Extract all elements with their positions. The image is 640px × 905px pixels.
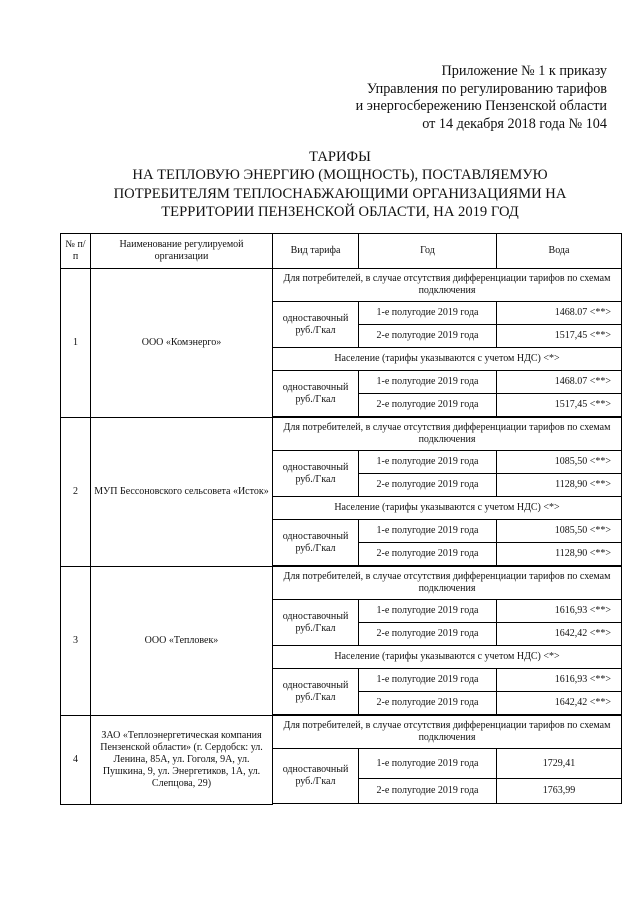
org-name: МУП Бессоновского сельсовета «Исток» [91,418,273,567]
tariff-type: одноставочный руб./Гкал [273,749,359,804]
tariff-type: одноставочный руб./Гкал [273,302,359,348]
table-row [61,418,622,451]
period-cell: 2-е полугодие 2019 года [359,692,497,715]
header-line-3: и энергосбережению Пензенской области [355,98,607,115]
header-line-1: Приложение № 1 к приказу [441,63,607,79]
header-line-4: от 14 декабря 2018 года № 104 [422,115,607,132]
period-cell: 2-е полугодие 2019 года [359,474,497,497]
header-org: Наименование регулируемой организации [91,234,273,269]
period-cell: 2-е полугодие 2019 года [359,394,497,417]
order-reference [356,63,607,133]
row-num: 2 [61,418,91,567]
consumers-label: Для потребителей, в случае отсутствия дифференциации тарифов по схемам подключения [273,269,622,302]
period-cell: 1-е полугодие 2019 года [359,749,497,779]
period-cell: 1-е полугодие 2019 года [359,451,497,474]
population-label: Население (тарифы указываются с учетом НДС) <*> [273,646,622,669]
title-line-1: ТАРИФЫ [309,149,371,165]
water-value: 1763,99 [497,779,622,804]
water-value: 1517,45 <**> [497,325,622,348]
period-cell: 1-е полугодие 2019 года [359,669,497,692]
water-value: 1517,45 <**> [497,394,622,417]
period-cell: 2-е полугодие 2019 года [359,779,497,804]
tariff-type: одноставочный руб./Гкал [273,669,359,715]
population-label: Население (тарифы указываются с учетом НДС) <*> [273,348,622,371]
table-row [61,269,622,302]
period-cell: 1-е полугодие 2019 года [359,302,497,325]
tariff-type: одноставочный руб./Гкал [273,520,359,566]
org-name: ЗАО «Теплоэнергетическая компания Пензенской области» (г. Сердобск: ул. Ленина, 85А, ул. Гоголя, 9А, ул. Пушкина, 9, ул. Энергетиков, 1А, ул. Слепцова, 29) [91,716,273,805]
header-line-2: Управления по регулированию тарифов [366,80,607,97]
org-name: ООО «Комэнерго» [91,269,273,418]
row-num: 1 [61,269,91,418]
tariff-table [60,233,622,805]
header-num: № п/п [61,234,91,269]
water-value: 1616,93 <**> [497,600,622,623]
header-type: Вид тарифа [273,234,359,269]
period-cell: 1-е полугодие 2019 года [359,371,497,394]
population-label: Население (тарифы указываются с учетом НДС) <*> [273,497,622,520]
consumers-label: Для потребителей, в случае отсутствия дифференциации тарифов по схемам подключения [273,716,622,749]
table-row [61,716,622,749]
tariff-type: одноставочный руб./Гкал [273,451,359,497]
tariff-type: одноставочный руб./Гкал [273,371,359,417]
water-value: 1729,41 [497,749,622,779]
water-value: 1642,42 <**> [497,623,622,646]
consumers-label: Для потребителей, в случае отсутствия дифференциации тарифов по схемам подключения [273,567,622,600]
title-line-2: НА ТЕПЛОВУЮ ЭНЕРГИЮ (МОЩНОСТЬ), ПОСТАВЛЯЕМУЮ [132,167,548,184]
title-line-4: ТЕРРИТОРИИ ПЕНЗЕНСКОЙ ОБЛАСТИ, НА 2019 ГОД [161,204,519,221]
period-cell: 1-е полугодие 2019 года [359,600,497,623]
period-cell: 2-е полугодие 2019 года [359,623,497,646]
table-row [61,567,622,600]
water-value: 1642,42 <**> [497,692,622,715]
water-value: 1468.07 <**> [497,371,622,394]
tariff-type: одноставочный руб./Гкал [273,600,359,646]
water-value: 1085,50 <**> [497,520,622,543]
header-water: Вода [497,234,622,269]
period-cell: 2-е полугодие 2019 года [359,543,497,566]
water-value: 1616,93 <**> [497,669,622,692]
header-year: Год [359,234,497,269]
org-name: ООО «Тепловек» [91,567,273,716]
water-value: 1468.07 <**> [497,302,622,325]
row-num: 3 [61,567,91,716]
water-value: 1085,50 <**> [497,451,622,474]
row-num: 4 [61,716,91,805]
table-header-row [61,234,622,269]
document-title [60,148,620,222]
water-value: 1128,90 <**> [497,474,622,497]
title-line-3: ПОТРЕБИТЕЛЯМ ТЕПЛОСНАБЖАЮЩИМИ ОРГАНИЗАЦИЯМИ НА [113,185,567,202]
consumers-label: Для потребителей, в случае отсутствия дифференциации тарифов по схемам подключения [273,418,622,451]
period-cell: 2-е полугодие 2019 года [359,325,497,348]
water-value: 1128,90 <**> [497,543,622,566]
period-cell: 1-е полугодие 2019 года [359,520,497,543]
